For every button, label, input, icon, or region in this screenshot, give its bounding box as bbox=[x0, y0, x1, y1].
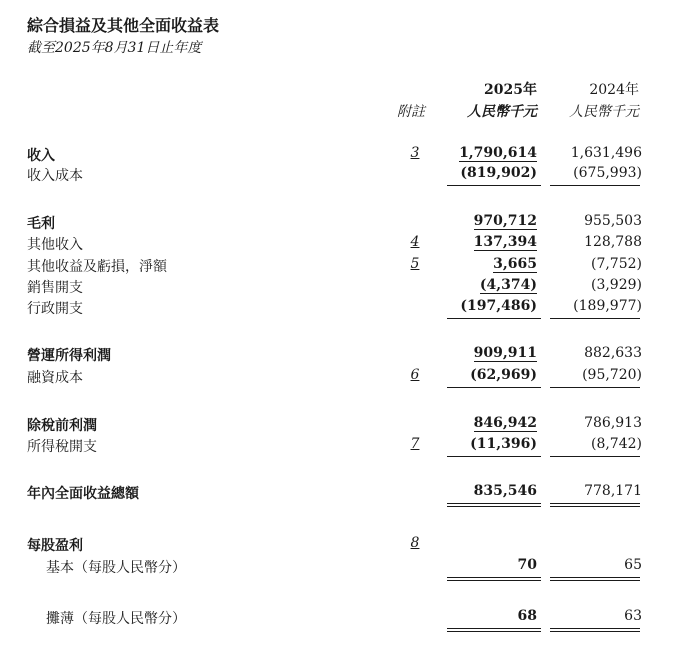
subtotal-rule-2025 bbox=[447, 318, 541, 319]
note-ref: 5 bbox=[410, 256, 420, 272]
col-2025-unit: 人民幣千元 bbox=[467, 104, 537, 120]
note-column-header: 附註 bbox=[397, 104, 425, 120]
row-label: 融資成本 bbox=[27, 370, 83, 386]
row-profit-before-tax bbox=[0, 415, 675, 435]
row-gross-profit bbox=[0, 213, 675, 233]
eps-basic-double-rule-2025 bbox=[447, 577, 541, 581]
value-2025: 70 bbox=[517, 557, 537, 573]
value-2025: 846,942 bbox=[473, 415, 537, 431]
note-ref: 7 bbox=[410, 436, 420, 452]
subtotal-rule-2024 bbox=[550, 318, 640, 319]
row-label: 年內全面收益總額 bbox=[27, 486, 139, 502]
row-label: 除稅前利潤 bbox=[27, 418, 97, 434]
value-2025: (819,902) bbox=[460, 165, 537, 181]
row-income-tax bbox=[0, 436, 675, 456]
value-2024: 65 bbox=[624, 557, 642, 573]
subtotal-rule-2024 bbox=[550, 185, 640, 186]
value-2025: (62,969) bbox=[470, 367, 537, 383]
subtotal-rule-2025 bbox=[447, 185, 541, 186]
value-2024: 786,913 bbox=[584, 415, 642, 431]
row-label: 毛利 bbox=[27, 216, 55, 232]
value-2024: 1,631,496 bbox=[570, 145, 642, 161]
value-2024: 882,633 bbox=[584, 345, 642, 361]
col-2025-year: 2025年 bbox=[484, 82, 537, 98]
row-total-comprehensive-income bbox=[0, 483, 675, 503]
value-2024: (675,993) bbox=[573, 165, 642, 181]
row-label: 營運所得利潤 bbox=[27, 348, 111, 364]
eps-basic-double-rule-2024 bbox=[550, 577, 640, 581]
note-ref: 3 bbox=[410, 145, 420, 161]
eps-diluted-double-rule-2025 bbox=[447, 628, 541, 632]
row-other-income bbox=[0, 234, 675, 254]
col-2024-unit: 人民幣千元 bbox=[569, 104, 639, 120]
value-2025: 835,546 bbox=[473, 483, 537, 499]
row-eps-diluted bbox=[0, 608, 675, 628]
row-label: 所得稅開支 bbox=[27, 439, 97, 455]
row-label: 每股盈利 bbox=[27, 538, 83, 554]
subtotal-rule-2025 bbox=[447, 456, 541, 457]
value-2025: (11,396) bbox=[470, 436, 537, 452]
row-selling-expenses bbox=[0, 277, 675, 297]
value-2025: 1,790,614 bbox=[459, 145, 537, 161]
statement-title: 綜合損益及其他全面收益表 bbox=[27, 16, 220, 35]
note-ref: 4 bbox=[410, 234, 420, 250]
value-2024: 778,171 bbox=[584, 483, 642, 499]
value-2024: 63 bbox=[624, 608, 642, 624]
row-eps-basic bbox=[0, 557, 675, 577]
row-earnings-per-share bbox=[0, 535, 675, 555]
row-label: 其他收益及虧損，淨額 bbox=[27, 259, 167, 275]
row-label: 行政開支 bbox=[27, 301, 83, 317]
row-label: 收入 bbox=[27, 148, 55, 164]
row-label: 基本（每股人民幣分） bbox=[46, 560, 186, 576]
row-label: 攤薄（每股人民幣分） bbox=[46, 611, 186, 627]
note-ref: 8 bbox=[410, 535, 420, 551]
row-other-gains-losses bbox=[0, 256, 675, 276]
value-2025: (197,486) bbox=[460, 298, 537, 314]
row-label: 其他收入 bbox=[27, 237, 83, 253]
value-2025: (4,374) bbox=[479, 277, 537, 293]
row-label: 收入成本 bbox=[27, 168, 83, 184]
note-ref: 6 bbox=[410, 367, 420, 383]
row-revenue bbox=[0, 145, 675, 165]
col-2024-year: 2024年 bbox=[589, 82, 639, 98]
value-2025: 137,394 bbox=[473, 234, 537, 250]
value-2024: 128,788 bbox=[584, 234, 642, 250]
value-2024: (3,929) bbox=[590, 277, 642, 293]
subtotal-rule-2024 bbox=[550, 387, 640, 388]
statement-subtitle: 截至2025年8月31日止年度 bbox=[27, 40, 202, 56]
value-2025: 3,665 bbox=[493, 256, 537, 272]
value-2024: 955,503 bbox=[584, 213, 642, 229]
row-finance-costs bbox=[0, 367, 675, 387]
row-operating-profit bbox=[0, 345, 675, 365]
value-2024: (8,742) bbox=[590, 436, 642, 452]
subtotal-rule-2025 bbox=[447, 387, 541, 388]
total-double-rule-2024 bbox=[550, 503, 640, 507]
row-label: 銷售開支 bbox=[27, 280, 83, 296]
value-2024: (95,720) bbox=[582, 367, 642, 383]
eps-diluted-double-rule-2024 bbox=[550, 628, 640, 632]
value-2025: 970,712 bbox=[473, 213, 537, 229]
value-2024: (7,752) bbox=[590, 256, 642, 272]
total-double-rule-2025 bbox=[447, 503, 541, 507]
row-cost-of-revenue bbox=[0, 165, 675, 185]
row-admin-expenses bbox=[0, 298, 675, 318]
value-2025: 909,911 bbox=[473, 345, 537, 361]
value-2025: 68 bbox=[517, 608, 537, 624]
subtotal-rule-2024 bbox=[550, 456, 640, 457]
value-2024: (189,977) bbox=[573, 298, 642, 314]
